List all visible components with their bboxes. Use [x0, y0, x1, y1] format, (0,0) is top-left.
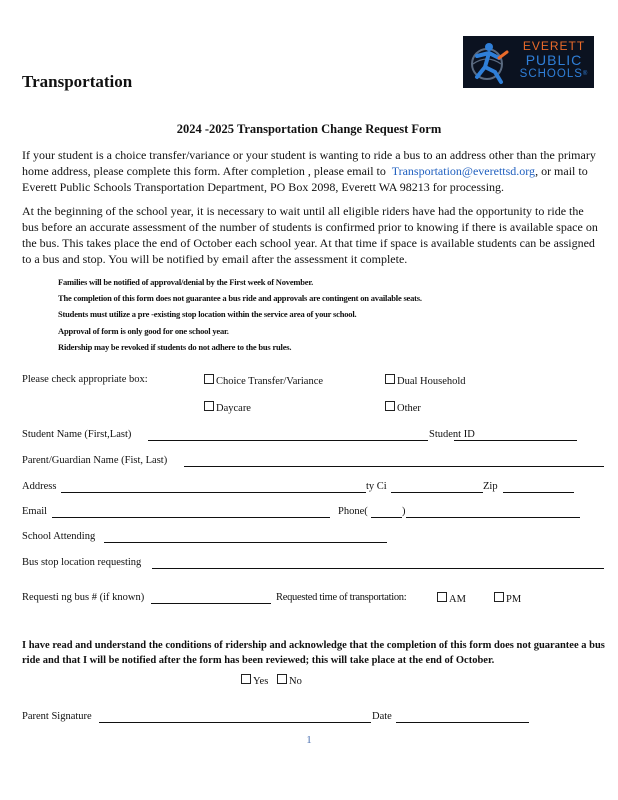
email-field[interactable] — [52, 517, 330, 518]
student-name-label: Student Name (First,Last) — [22, 429, 132, 440]
email-link[interactable]: Transportation@everettsd.org — [391, 164, 536, 178]
parent-name-label: Parent/Guardian Name (Fist, Last) — [22, 455, 168, 466]
requested-time-label: Requested time of transportation: — [276, 592, 407, 603]
assessment-paragraph: At the beginning of the school year, it is necessary to wait until all eligible riders have had the opportunity to ride the bus before an accurate assessment of the number of students is confirmed prior to knowing if there is available space on the bus. This takes place the end of October each school year. At that time if space is available students can be assigned to a bus and stop. You will be notified by email after the assessment it complete. — [22, 204, 598, 266]
checkbox-icon[interactable] — [204, 401, 214, 411]
date-label: Date — [372, 711, 392, 722]
page-number: 1 — [306, 734, 312, 746]
yes-option[interactable]: Yes — [241, 674, 268, 687]
email-label: Email — [22, 506, 48, 517]
acknowledgement-text: I have read and understand the conditions of ridership and acknowledge that the completion of this form does not guarantee a bus ride and that I will be notified after the form has been reviewed; this will take place at the end of October. — [22, 640, 605, 666]
no-option[interactable]: No — [277, 674, 302, 687]
form-title: 2024 -2025 Transportation Change Request Form — [176, 122, 442, 136]
zip-label: Zip — [483, 481, 498, 492]
parent-name-field[interactable] — [184, 466, 604, 467]
bullet-list — [38, 274, 422, 355]
requesting-bus-label: Requesti ng bus # (if known) — [22, 592, 145, 603]
list-item: Ridership may be revoked if students do not adhere to the bus rules. — [58, 341, 292, 352]
parent-signature-label: Parent Signature — [22, 711, 92, 722]
intro-paragraph — [22, 147, 598, 195]
pm-option[interactable]: PM — [494, 592, 521, 605]
student-id-label: Student ID — [429, 429, 475, 440]
requesting-bus-field[interactable] — [151, 603, 271, 604]
checkbox-icon[interactable] — [241, 674, 251, 684]
daycare-option[interactable]: Daycare — [204, 401, 251, 414]
checkbox-icon[interactable] — [385, 401, 395, 411]
address-label: Address — [22, 481, 57, 492]
checkbox-icon[interactable] — [494, 592, 504, 602]
am-option[interactable]: AM — [437, 592, 466, 605]
runner-globe-icon — [463, 36, 515, 88]
school-field[interactable] — [104, 542, 387, 543]
address-field[interactable] — [61, 492, 366, 493]
student-name-field[interactable] — [148, 440, 428, 441]
list-item: Families will be notified of approval/denial by the First week of November. — [58, 277, 314, 287]
parent-signature-field[interactable] — [99, 722, 371, 723]
other-option[interactable]: Other — [385, 401, 421, 414]
date-field[interactable] — [396, 722, 529, 723]
city-label: ty Ci — [366, 481, 387, 492]
bus-stop-label: Bus stop location requesting — [22, 557, 142, 568]
phone-label: Phone( — [338, 506, 368, 517]
intro-text-after: , or mail to Everett Public Schools Transportation Department, PO Box 2098, Everett WA 98213 for processing. — [22, 164, 588, 194]
logo-line-schools: SCHOOLS — [519, 68, 583, 80]
list-item: The completion of this form does not guarantee a bus ride and approvals are contingent on available seats. — [58, 293, 422, 304]
phone-close-paren: ) — [402, 506, 406, 517]
logo-line-public: PUBLIC — [525, 52, 583, 68]
everett-public-schools-logo — [463, 36, 594, 88]
phone-number-field[interactable] — [406, 517, 580, 518]
intro-text: If your student is a choice transfer/variance or your student is wanting to ride a bus to an address other than the primary home address, please complete this form. After completion , please email to — [22, 148, 596, 178]
logo-registered-mark: ® — [582, 71, 589, 77]
student-id-field[interactable] — [454, 440, 577, 441]
checkbox-icon[interactable] — [385, 374, 395, 384]
logo-line-everett: EVERETT — [522, 39, 586, 53]
city-field[interactable] — [391, 492, 483, 493]
checkbox-section-label: Please check appropriate box: — [22, 374, 148, 385]
page-title: Transportation — [22, 72, 133, 91]
list-item: Students must utilize a pre -existing stop location within the service area of your school. — [58, 309, 357, 320]
zip-field[interactable] — [503, 492, 574, 493]
checkbox-icon[interactable] — [204, 374, 214, 384]
choice-transfer-option[interactable]: Choice Transfer/Variance — [204, 374, 323, 387]
list-item: Approval of form is only good for one school year. — [58, 325, 229, 336]
bus-stop-field[interactable] — [152, 568, 604, 569]
checkbox-icon[interactable] — [437, 592, 447, 602]
phone-area-code-field[interactable] — [371, 517, 402, 518]
dual-household-option[interactable]: Dual Household — [385, 374, 466, 387]
school-label: School Attending — [22, 531, 96, 542]
checkbox-icon[interactable] — [277, 674, 287, 684]
